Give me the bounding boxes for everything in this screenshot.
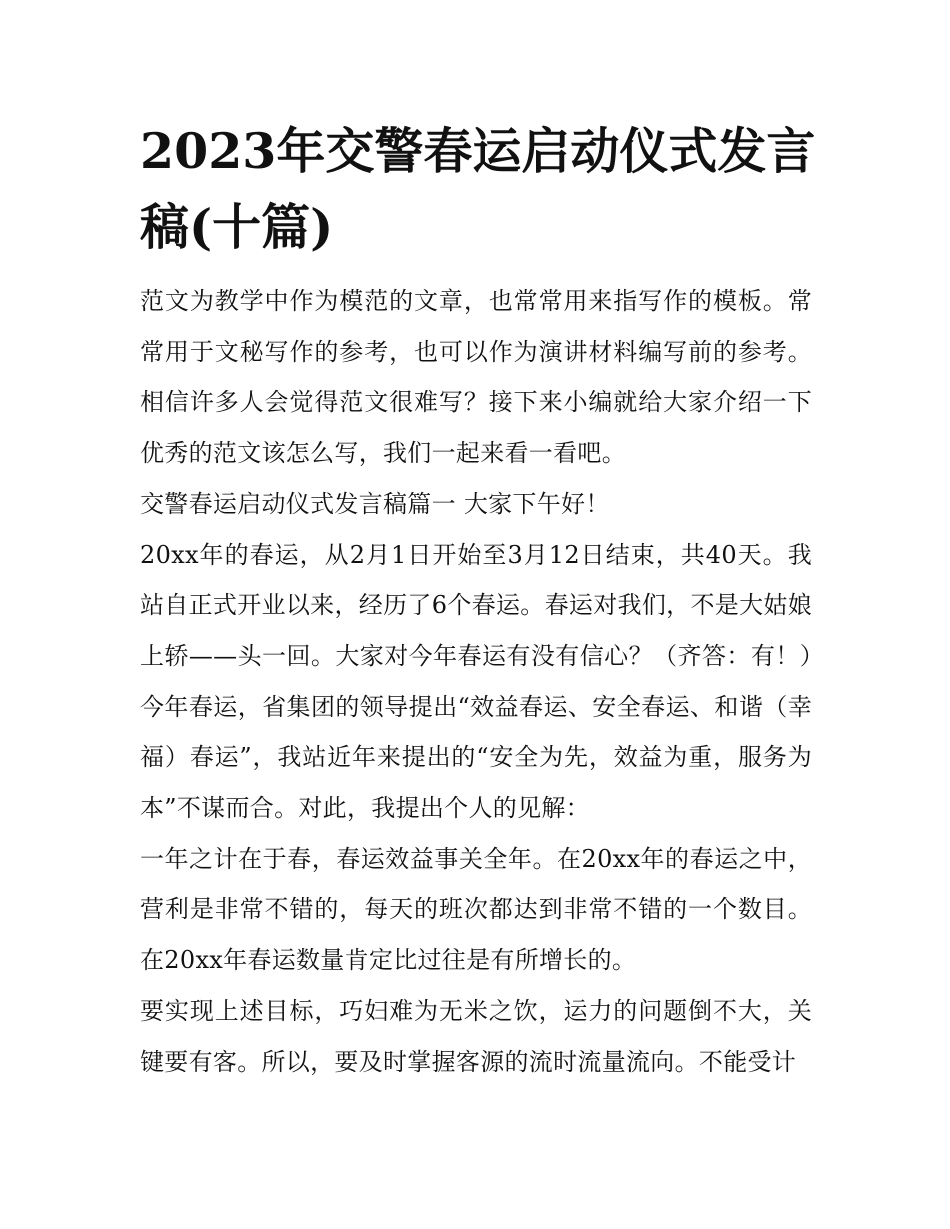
paragraph-spring-transport: 20xx年的春运，从2月1日开始至3月12日结束，共40天。我站自正式开业以来，经历了6个春运。春运对我们，不是大姑娘上轿——头一回。大家对今年春运有没有信心？（齐答：有！）今年春运，省集团的领导提出“效益春运、安全春运、和谐（幸福）春运”，我站近年来提出的“安全为先，效益为重，服务为本”不谋而合。对此，我提出个人的见解： bbox=[140, 540, 812, 823]
paragraph-speech-heading: 交警春运启动仪式发言稿篇一 大家下午好！ bbox=[140, 489, 610, 518]
document-title: 2023年交警春运启动仪式发言稿(十篇) bbox=[140, 122, 816, 256]
paragraph-target: 要实现上述目标，巧妇难为无米之饮，运力的问题倒不大，关键要有客。所以，要及时掌握客源的流时流量流向。不能受计 bbox=[140, 996, 812, 1076]
paragraph-annual-plan: 一年之计在于春，春运效益事关全年。在20xx年的春运之中，营利是非常不错的，每天的班次都达到非常不错的一个数目。在20xx年春运数量肯定比过往是有所增长的。 bbox=[140, 844, 812, 975]
document-body bbox=[140, 276, 812, 1087]
paragraph-intro: 范文为教学中作为模范的文章，也常常用来指写作的模板。常常用于文秘写作的参考，也可以作为演讲材料编写前的参考。相信许多人会觉得范文很难写？接下来小编就给大家介绍一下优秀的范文该怎么写，我们一起来看一看吧。 bbox=[140, 287, 812, 468]
